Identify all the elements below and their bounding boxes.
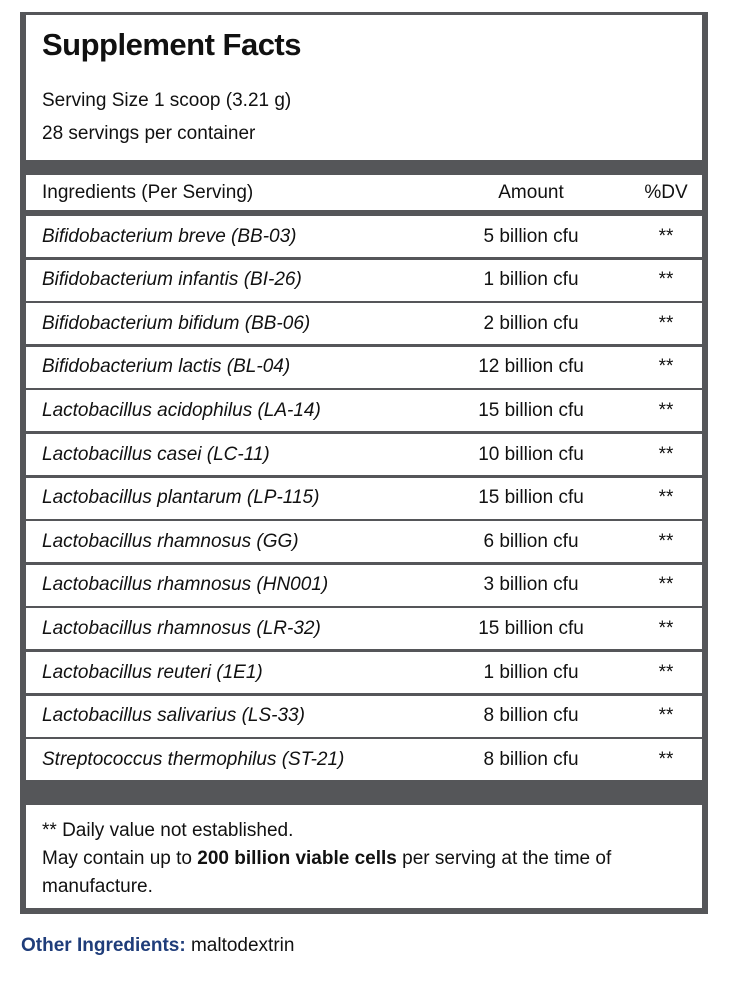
ingredient-dv: ** [658, 225, 674, 247]
ingredient-amount: 1 billion cfu [483, 661, 579, 683]
ingredient-dv: ** [658, 399, 674, 421]
ingredient-name: Bifidobacterium breve (BB-03) [42, 225, 297, 247]
ingredient-dv: ** [658, 530, 674, 552]
table-row [26, 521, 702, 562]
table-row [26, 478, 702, 519]
table-row [26, 739, 702, 780]
ingredient-name: Lactobacillus rhamnosus (HN001) [42, 574, 329, 596]
ingredient-dv: ** [658, 312, 674, 334]
ingredient-name: Lactobacillus rhamnosus (GG) [42, 530, 299, 552]
ingredient-dv: ** [658, 487, 674, 509]
ingredient-dv: ** [658, 574, 674, 596]
ingredient-name: Bifidobacterium infantis (BI-26) [42, 269, 302, 291]
table-row [26, 608, 702, 649]
ingredient-amount: 12 billion cfu [478, 356, 584, 378]
header-amount: Amount [498, 181, 564, 203]
ingredient-amount: 2 billion cfu [483, 312, 579, 334]
ingredient-name: Lactobacillus rhamnosus (LR-32) [42, 617, 321, 639]
other-ingredients-label: Other Ingredients: [21, 935, 186, 956]
ingredient-amount: 8 billion cfu [483, 705, 579, 727]
ingredient-name: Lactobacillus plantarum (LP-115) [42, 487, 320, 509]
viable-cells-note [42, 845, 686, 901]
table-row [26, 434, 702, 475]
ingredient-dv: ** [658, 748, 674, 770]
ingredient-name: Bifidobacterium bifidum (BB-06) [42, 312, 311, 334]
title-section [26, 15, 702, 160]
note-bold: 200 billion viable cells [197, 848, 397, 869]
table-row [26, 565, 702, 606]
ingredient-name: Lactobacillus acidophilus (LA-14) [42, 399, 321, 421]
table-row [26, 260, 702, 301]
other-ingredients [21, 935, 294, 957]
supplement-facts-panel [20, 12, 708, 914]
serving-size: Serving Size 1 scoop (3.21 g) [42, 90, 292, 111]
table-row [26, 390, 702, 431]
ingredient-amount: 3 billion cfu [483, 574, 579, 596]
ingredient-name: Bifidobacterium lactis (BL-04) [42, 356, 291, 378]
ingredient-amount: 15 billion cfu [478, 399, 584, 421]
table-row [26, 303, 702, 344]
table-row [26, 216, 702, 257]
note-text: May contain up to [42, 848, 198, 869]
table-row [26, 652, 702, 693]
dv-note: ** Daily value not established. [42, 820, 294, 841]
footnote-section [26, 805, 702, 908]
ingredient-amount: 6 billion cfu [483, 530, 579, 552]
header-ingredients: Ingredients (Per Serving) [42, 181, 254, 203]
servings-per-container: 28 servings per container [42, 123, 256, 144]
ingredient-amount: 15 billion cfu [478, 617, 584, 639]
header-dv: %DV [644, 181, 688, 203]
ingredient-name: Lactobacillus salivarius (LS-33) [42, 705, 305, 727]
other-ingredients-value: maltodextrin [185, 935, 295, 956]
panel-title: Supplement Facts [42, 27, 301, 62]
table-header [26, 175, 702, 210]
ingredient-name: Lactobacillus reuteri (1E1) [42, 661, 263, 683]
table-row [26, 696, 702, 737]
ingredient-dv: ** [658, 705, 674, 727]
ingredient-dv: ** [658, 269, 674, 291]
ingredient-name: Streptococcus thermophilus (ST-21) [42, 748, 345, 770]
ingredient-dv: ** [658, 617, 674, 639]
ingredient-dv: ** [658, 661, 674, 683]
ingredient-dv: ** [658, 443, 674, 465]
ingredient-amount: 15 billion cfu [478, 487, 584, 509]
ingredient-amount: 5 billion cfu [483, 225, 579, 247]
note-text: per serving at the time of manufacture. [42, 848, 612, 897]
ingredient-amount: 1 billion cfu [483, 269, 579, 291]
ingredient-dv: ** [658, 356, 674, 378]
table-row [26, 347, 702, 388]
ingredient-amount: 8 billion cfu [483, 748, 579, 770]
ingredient-amount: 10 billion cfu [478, 443, 584, 465]
ingredient-name: Lactobacillus casei (LC-11) [42, 443, 270, 465]
